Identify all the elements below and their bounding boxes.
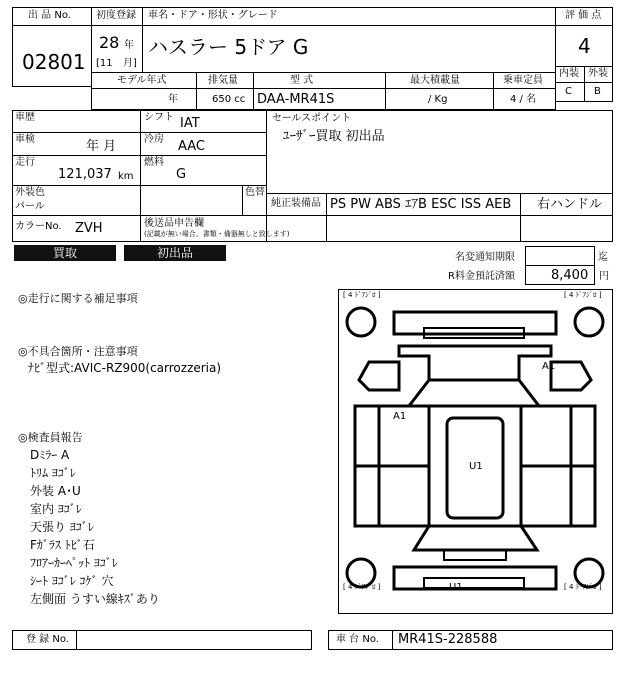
chassis-no-label: 車 台 No. (336, 634, 379, 645)
car-name-label: 車名・ドア・形状・グレード (148, 10, 278, 21)
color-label: 外装色 (15, 187, 45, 198)
shift-value: IAT (180, 116, 200, 131)
document-note: (記載が無い場合、書類・備器無しと致します) (144, 230, 290, 238)
first-listing-tag: 初出品 (124, 245, 226, 261)
lot-label: 出 品 No. (28, 10, 71, 21)
shift-label: シフト (144, 112, 174, 123)
report-line: 外装 A･U (30, 484, 81, 498)
report-line: 室内 ﾖｺﾞﾚ (30, 502, 82, 516)
interior-grade: C (565, 86, 572, 97)
report-line: Fｶﾞﾗｽ ﾄﾋﾞ石 (30, 538, 95, 552)
defect-notes-title: ◎不具合箇所・注意事項 (18, 345, 138, 358)
inspector-report-title: ◎検査員報告 (18, 431, 83, 444)
model-year-unit: 年 (168, 94, 178, 105)
recolor-label: 色替 (245, 187, 265, 198)
buyback-tag: 買取 (14, 245, 116, 261)
first-reg-year: 28 (99, 33, 120, 52)
capacity-value: 4 / 名 (510, 94, 537, 105)
mileage-unit: km (118, 171, 134, 182)
max-load-label: 最大積載量 (410, 75, 460, 86)
type-label: 型 式 (290, 75, 314, 86)
exterior-grade: B (594, 86, 601, 97)
damage-mark-left-side: A1 (393, 411, 407, 422)
type-value: DAA-MR41S (257, 92, 335, 107)
displacement-label: 排気量 (208, 75, 238, 86)
tire-tread-front-left: [ 4 ﾄﾞｱｼﾞﾛ ] (343, 291, 381, 299)
car-name: ハスラー 5ドア G (148, 35, 309, 59)
sales-point-value: ﾕｰｻﾞｰ買取 初出品 (283, 129, 385, 144)
damage-mark-rear: U1 (449, 582, 463, 593)
registration-no-label: 登 録 No. (26, 634, 69, 645)
lot-number: 02801 (22, 50, 86, 74)
inspection-label: 車検 (15, 134, 35, 145)
interior-label: 内装 (559, 68, 579, 79)
tire-tread-rear-right: [ 4 ﾄﾞｱｼﾞﾛ ] (564, 583, 602, 591)
fuel-value: G (176, 167, 187, 182)
equipment-label: 純正装備品 (271, 198, 321, 209)
first-reg-month: [11 (96, 58, 113, 69)
displacement-value: 650 cc (212, 94, 246, 105)
report-line: ﾌﾛｱｰｶｰﾍﾟｯﾄ ﾖｺﾞﾚ (30, 556, 118, 570)
inspector-report-list (30, 446, 160, 608)
handle-value: 右ハンドル (537, 197, 603, 212)
report-line: ｼｰﾄ ﾖｺﾞﾚ ｺｹﾞ 穴 (30, 574, 114, 588)
max-load-unit: / Kg (428, 94, 448, 105)
ac-value: AAC (178, 139, 205, 154)
report-line: 左側面 うすい線ｷｽﾞあり (30, 592, 160, 606)
tire-tread-rear-left: [ 4 ﾄﾞｱｼﾞﾛ ] (343, 583, 381, 591)
mileage-label: 走行 (15, 157, 35, 168)
defect-note-line: ﾅﾋﾞ型式:AVIC-RZ900(carrozzeria) (28, 361, 222, 375)
car-diagram (339, 290, 612, 613)
driving-notes-title: ◎走行に関する補足事項 (18, 292, 138, 305)
transfer-deadline-box (525, 246, 595, 266)
chassis-no-value: MR41S-228588 (398, 632, 498, 647)
damage-mark-right-mirror: A1 (542, 361, 556, 372)
score-label: 評 価 点 (565, 10, 602, 21)
report-line: Dﾐﾗｰ A (30, 448, 70, 462)
model-year-label: モデル年式 (117, 75, 167, 86)
inspection-value: 年 月 (86, 139, 117, 154)
first-registration-label: 初度登録 (96, 10, 136, 21)
recycle-fee-label: R料金預託済額 (448, 271, 515, 282)
recycle-fee-unit: 円 (599, 271, 609, 282)
report-line: ﾄﾘﾑ ﾖｺﾞﾚ (30, 466, 76, 480)
first-reg-month-unit: 月] (123, 58, 137, 69)
transfer-deadline-unit: 迄 (598, 252, 608, 263)
recycle-fee-value: 8,400 (551, 268, 589, 283)
transfer-deadline-label: 名変通知期限 (455, 252, 515, 263)
capacity-label: 乗車定員 (503, 75, 543, 86)
exterior-label: 外装 (588, 68, 608, 79)
document-label: 後送品申告欄 (144, 218, 204, 229)
report-line: 天張り ﾖｺﾞﾚ (30, 520, 94, 534)
damage-mark-roof: U1 (469, 461, 483, 472)
score-value: 4 (578, 34, 591, 58)
first-reg-year-unit: 年 (124, 40, 134, 51)
car-diagram-frame (338, 289, 613, 614)
equipment-value: PS PW ABS ｴｱB ESC ISS AEB (330, 197, 512, 212)
tire-tread-front-right: [ 4 ﾄﾞｱｼﾞﾛ ] (564, 291, 602, 299)
color-value: パール (15, 201, 45, 212)
color-number-label: カラーNo. (15, 221, 62, 232)
ac-label: 冷房 (144, 134, 164, 145)
fuel-label: 燃料 (144, 157, 164, 168)
color-number-value: ZVH (75, 221, 103, 236)
mileage-value: 121,037 (58, 167, 112, 182)
sales-point-label: セールスポイント (272, 113, 352, 124)
history-label: 車歴 (15, 112, 35, 123)
